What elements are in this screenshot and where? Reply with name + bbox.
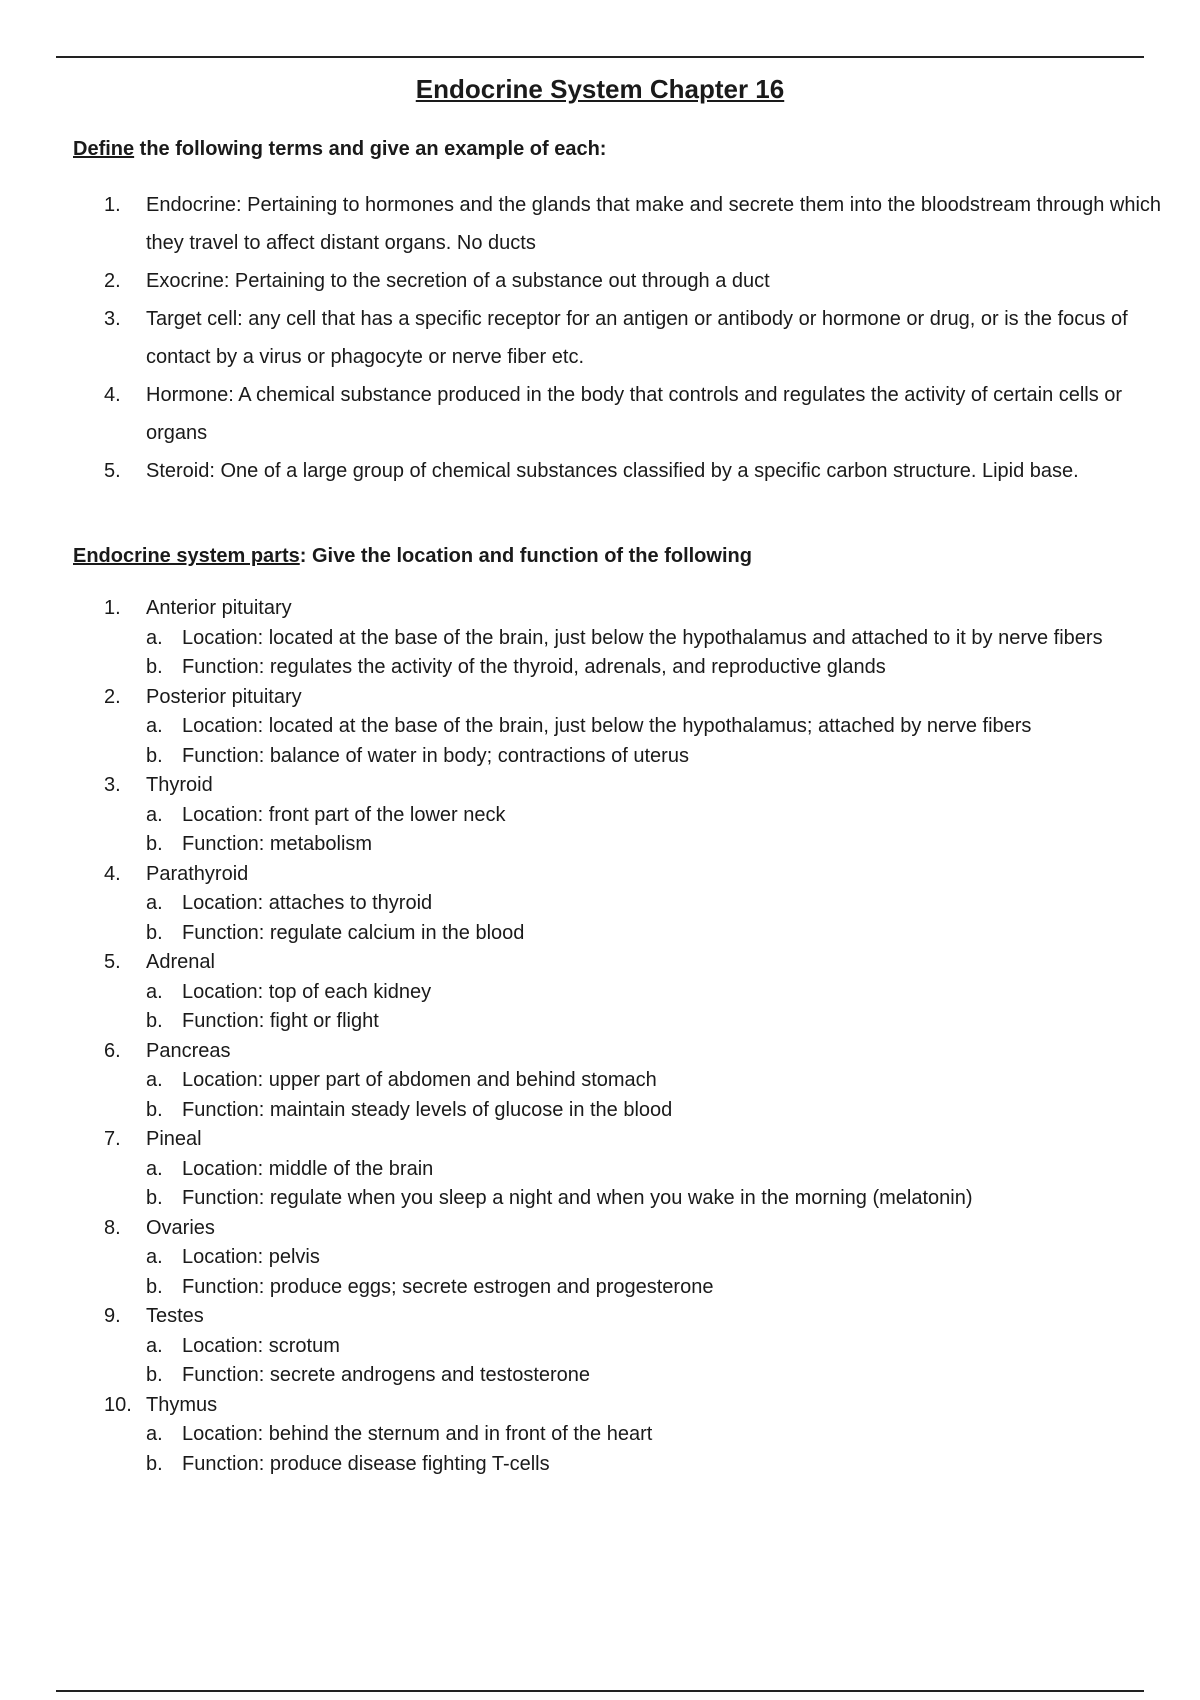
item-number: 7. [104,1128,121,1150]
function-text: Function: regulate when you sleep a night and when you wake in the morning (melatonin) [182,1187,973,1209]
definitions-list [104,186,1170,490]
gland-details [146,801,1164,860]
sub-letter: b. [146,1187,163,1209]
function-text: Function: produce eggs; secrete estrogen and progesterone [182,1275,714,1298]
gland-details [146,1332,1164,1391]
item-number: 2. [104,270,121,292]
gland-name: Parathyroid [146,862,249,885]
function-item [146,1450,1164,1480]
function-item [146,742,1164,772]
gland-details [146,624,1164,683]
function-text: Function: produce disease fighting T-cells [182,1452,550,1475]
gland-name: Ovaries [146,1216,215,1239]
location-item [146,1420,1164,1450]
location-text: Location: middle of the brain [182,1157,434,1180]
gland-name: Anterior pituitary [146,597,292,619]
sub-letter: b. [146,1275,163,1298]
sub-letter: a. [146,980,163,1003]
sub-letter: b. [146,1364,163,1386]
location-item [146,1332,1164,1362]
gland-item [104,1391,1164,1480]
sub-letter: b. [146,1452,163,1475]
item-number: 1. [104,194,121,216]
sub-letter: b. [146,1098,163,1121]
heading-rest: : Give the location and function of the following [299,545,752,567]
gland-item [104,1125,1164,1214]
item-number: 3. [104,308,121,330]
sub-letter: a. [146,1157,163,1180]
sub-letter: a. [146,1246,163,1268]
item-text: Steroid: One of a large group of chemical substances classified by a specific carbon structure. Lipid base. [146,460,1079,482]
function-item [146,919,1164,949]
function-text: Function: maintain steady levels of glucose in the blood [182,1098,673,1121]
sub-letter: a. [146,892,163,914]
item-number: 10. [104,1393,132,1416]
gland-item [104,1302,1164,1391]
item-number: 1. [104,597,121,619]
location-item [146,978,1164,1008]
location-item [146,889,1164,919]
item-text: Hormone: A chemical substance produced in the body that controls and regulates the activity of certain cells or organs [146,384,1123,444]
item-number: 9. [104,1305,121,1327]
sub-letter: a. [146,803,163,826]
sub-letter: a. [146,1423,163,1445]
function-text: Function: fight or flight [182,1010,379,1032]
location-text: Location: attaches to thyroid [182,892,433,914]
sub-letter: b. [146,833,163,855]
sub-letter: a. [146,626,163,649]
heading-rest: the following terms and give an example of each: [134,138,607,160]
function-item [146,653,1164,683]
function-text: Function: metabolism [182,833,373,855]
gland-name: Thymus [146,1393,218,1416]
function-text: Function: regulate calcium in the blood [182,921,525,944]
gland-details [146,978,1164,1037]
gland-details [146,712,1164,771]
gland-name: Testes [146,1305,204,1327]
location-text: Location: pelvis [182,1246,320,1268]
location-item [146,801,1164,831]
gland-details [146,1066,1164,1125]
gland-item [104,683,1164,772]
item-number: 2. [104,685,121,708]
list-item [104,452,1170,490]
location-text: Location: front part of the lower neck [182,803,506,826]
function-text: Function: regulates the activity of the thyroid, adrenals, and reproductive glands [182,656,886,678]
gland-item [104,771,1164,860]
list-item [104,376,1170,452]
sub-letter: a. [146,1069,163,1091]
location-text: Location: located at the base of the brain, just below the hypothalamus and attached to it by nerve fibers [182,626,1103,649]
section-heading-parts [73,545,752,568]
gland-name: Pancreas [146,1039,231,1062]
item-number: 8. [104,1216,121,1239]
item-text: Target cell: any cell that has a specific receptor for an antigen or antibody or hormone or drug, or is the focus of contact by a virus or phagocyte or nerve fiber etc. [146,308,1128,368]
gland-item [104,860,1164,949]
item-number: 4. [104,384,121,406]
location-text: Location: scrotum [182,1334,340,1357]
location-item [146,1155,1164,1185]
location-text: Location: behind the sternum and in front of the heart [182,1423,653,1445]
gland-details [146,1243,1164,1302]
list-item [104,186,1170,262]
heading-underlined-part: Endocrine system parts [73,545,300,567]
function-item [146,830,1164,860]
function-item [146,1273,1164,1303]
item-number: 4. [104,862,121,885]
function-text: Function: secrete androgens and testosterone [182,1364,591,1386]
gland-item [104,1037,1164,1126]
bottom-rule [56,1690,1144,1692]
item-text: Endocrine: Pertaining to hormones and the glands that make and secrete them into the bloodstream through which they travel to affect distant organs. No ducts [146,194,1162,254]
top-rule [56,56,1144,58]
function-item [146,1096,1164,1126]
sub-letter: a. [146,1334,163,1357]
sub-letter: b. [146,656,163,678]
gland-name: Thyroid [146,774,213,796]
function-item [146,1184,1164,1214]
item-number: 6. [104,1039,121,1062]
location-text: Location: located at the base of the brain, just below the hypothalamus; attached by nerve fibers [182,715,1032,737]
location-text: Location: upper part of abdomen and behind stomach [182,1069,657,1091]
sub-letter: b. [146,744,163,767]
function-text: Function: balance of water in body; contractions of uterus [182,744,689,767]
list-item [104,300,1170,376]
section-heading-definitions [73,138,606,161]
item-number: 3. [104,774,121,796]
location-item [146,712,1164,742]
sub-letter: b. [146,921,163,944]
gland-item [104,1214,1164,1303]
gland-name: Posterior pituitary [146,685,302,708]
gland-name: Adrenal [146,951,215,973]
heading-underlined-part: Define [73,138,135,160]
location-item [146,1066,1164,1096]
location-text: Location: top of each kidney [182,980,432,1003]
item-number: 5. [104,460,121,482]
gland-details [146,1420,1164,1479]
list-item [104,262,1170,300]
gland-details [146,889,1164,948]
sub-letter: a. [146,715,163,737]
location-item [146,624,1164,654]
gland-item [104,594,1164,683]
page-title: Endocrine System Chapter 16 [415,74,785,104]
endocrine-parts-list [104,594,1164,1479]
sub-letter: b. [146,1010,163,1032]
function-item [146,1361,1164,1391]
location-item [146,1243,1164,1273]
gland-item [104,948,1164,1037]
function-item [146,1007,1164,1037]
gland-details [146,1155,1164,1214]
item-text: Exocrine: Pertaining to the secretion of a substance out through a duct [146,270,770,292]
gland-name: Pineal [146,1128,202,1150]
item-number: 5. [104,951,121,973]
